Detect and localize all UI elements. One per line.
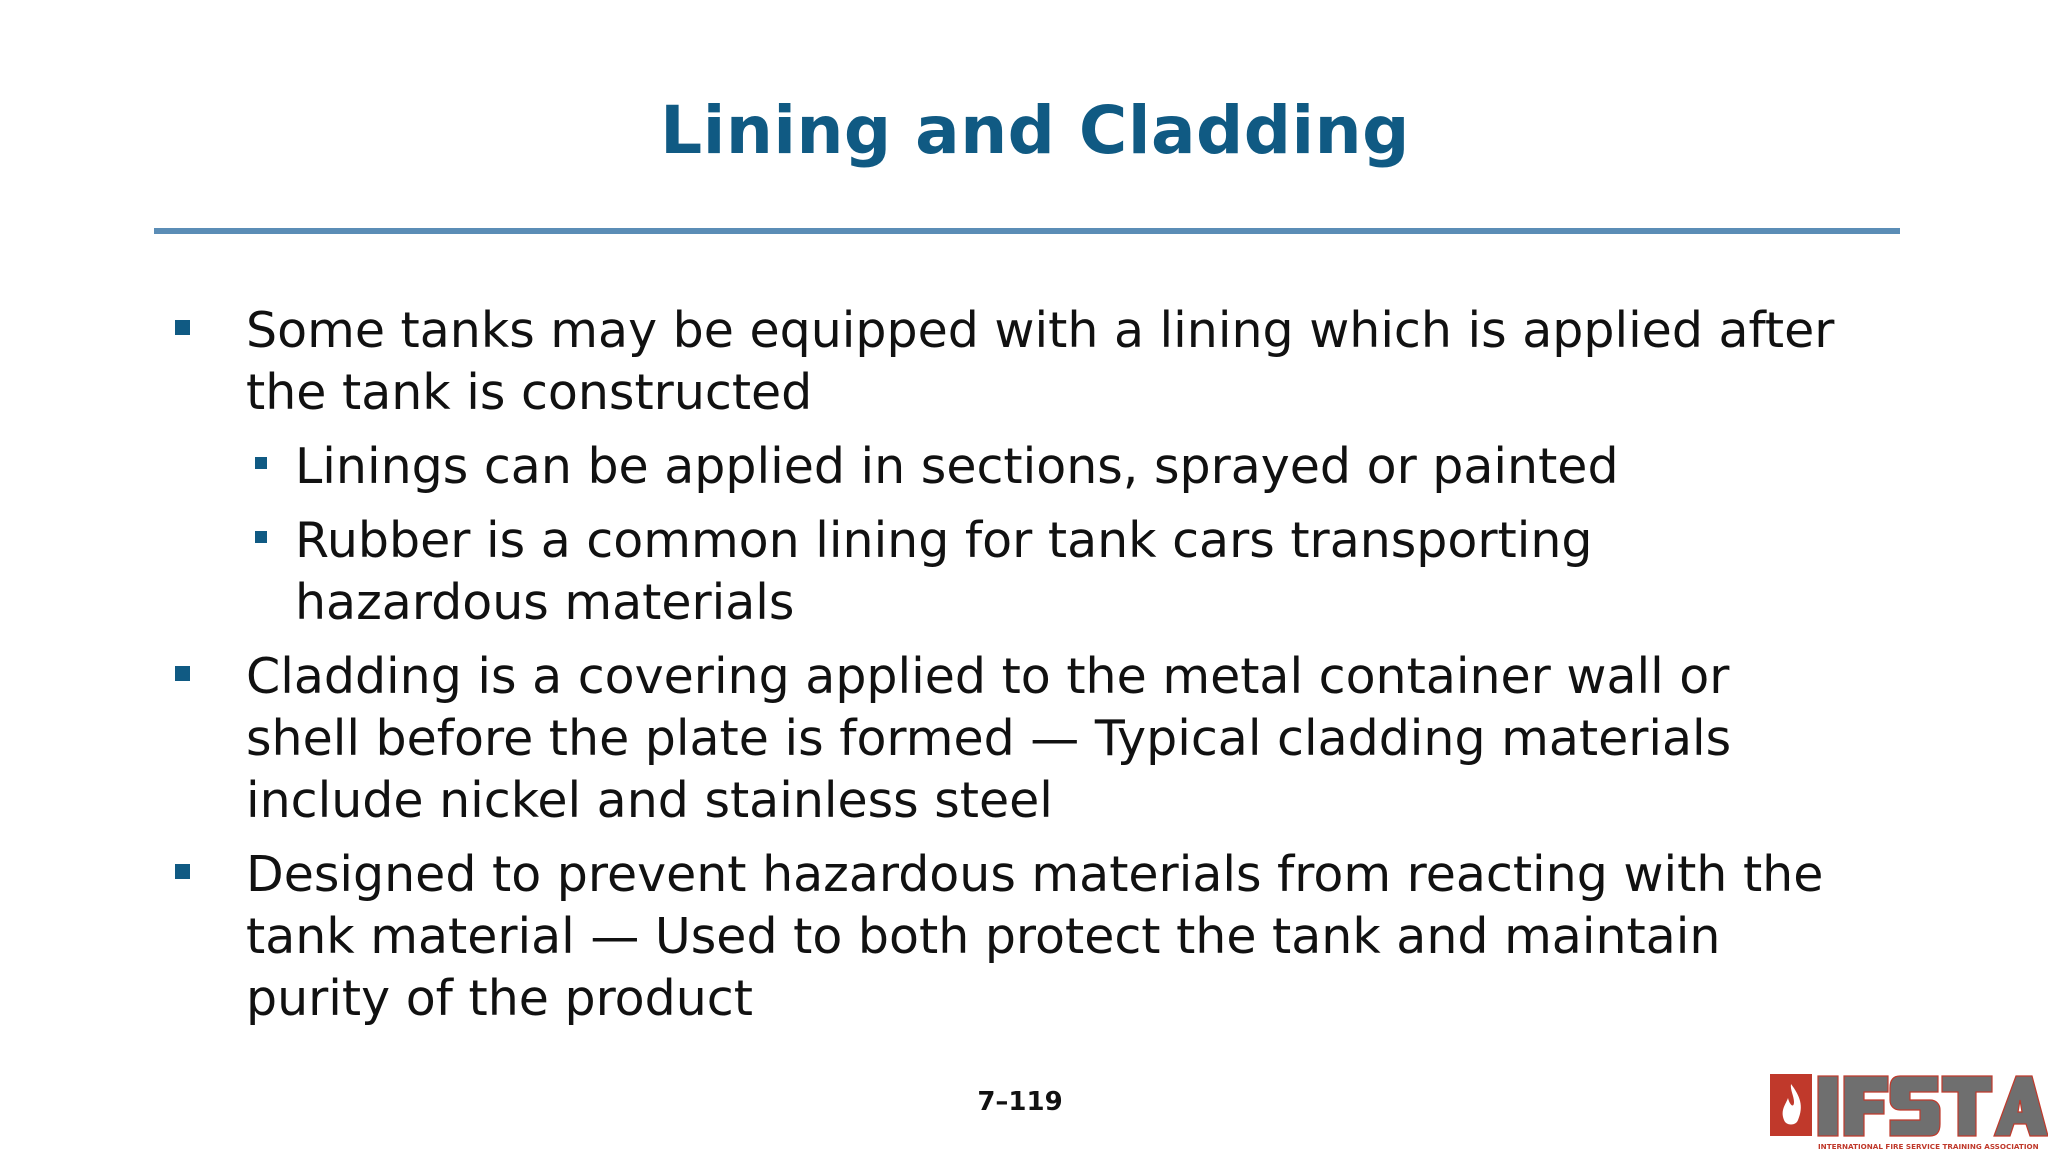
sub-bullet-text: Rubber is a common lining for tank cars transporting hazardous materials	[295, 512, 1593, 631]
ifsta-logo	[1770, 1070, 2048, 1152]
logo-wordmark	[1818, 1076, 2048, 1136]
bullet-text: Designed to prevent hazardous materials from reacting with the tank material — Used to both protect the tank and maintain purity of the product	[246, 846, 1824, 1027]
page-number: 7–119	[977, 1087, 1063, 1117]
logo-tagline: INTERNATIONAL FIRE SERVICE TRAINING ASSOCIATION	[1818, 1142, 2039, 1151]
square-bullet-icon	[175, 864, 190, 879]
square-bullet-icon	[175, 320, 190, 335]
sub-bullet-item-sections	[0, 436, 1795, 498]
bullet-text: Some tanks may be equipped with a lining which is applied after the tank is constructed	[246, 302, 1835, 421]
sub-bullet-text: Linings can be applied in sections, sprayed or painted	[295, 438, 1619, 495]
bullet-item-lining	[0, 300, 1846, 424]
bullet-text: Cladding is a covering applied to the metal container wall or shell before the plate is formed — Typical cladding materials include nickel and stainless steel	[246, 648, 1732, 829]
square-bullet-icon	[255, 531, 267, 543]
bullet-item-designed	[0, 844, 1846, 1030]
square-bullet-icon	[255, 457, 267, 469]
title-divider	[154, 228, 1900, 234]
sub-bullet-item-rubber	[0, 510, 1795, 634]
bullet-item-cladding	[0, 646, 1846, 832]
square-bullet-icon	[175, 666, 190, 681]
bullet-list	[0, 300, 2048, 1030]
slide-title: Lining and Cladding	[660, 92, 1410, 169]
